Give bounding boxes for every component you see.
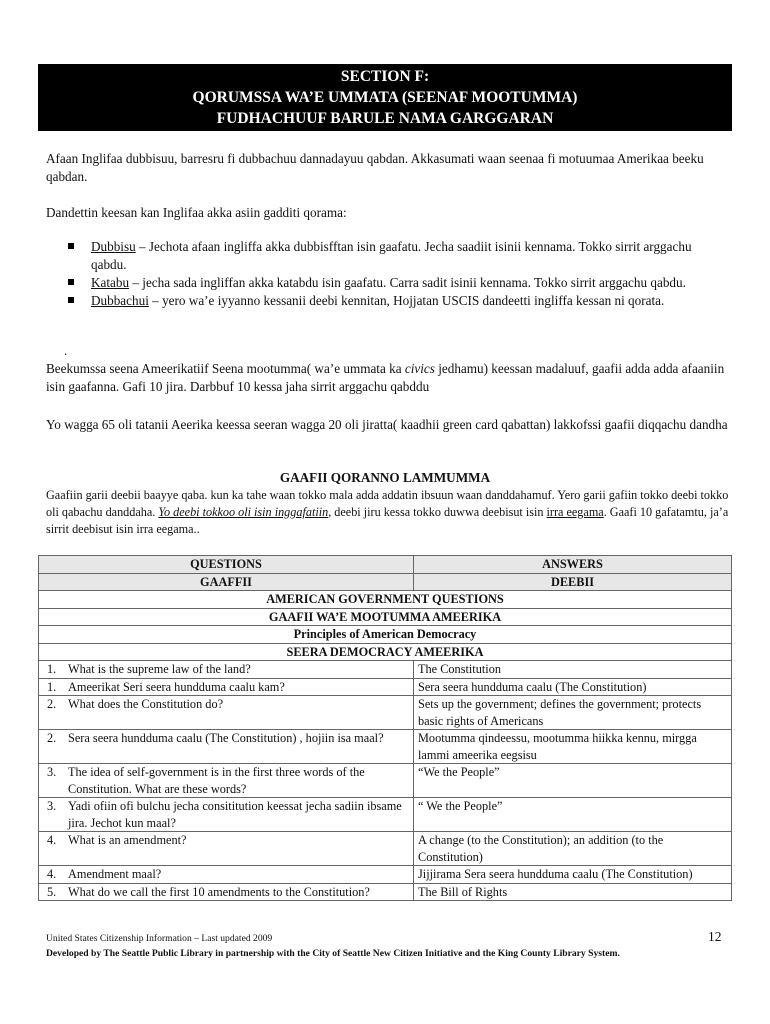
answer-cell: Sets up the government; defines the government; protects basic rights of Americans: [414, 696, 732, 730]
table-row: [39, 832, 732, 866]
civics-text-after: jedhamu) keessan madaluuf, gaafii adda adda afaaniin isin gaafanna. Gafi 10 jira. Darbbuf 10 kessa jaha sirrit arggachu qabddu: [46, 361, 725, 394]
question-text: Yadi ofiin ofi bulchu jecha consititution keessat jecha sadiin ibsame jira. Jechot kun maal?: [68, 799, 402, 830]
footer-credit: Developed by The Seattle Public Library in partnership with the City of Seattle New Citizen Initiative and the King County Library System.: [46, 948, 620, 959]
table-header-row: [39, 556, 732, 574]
bullet-square-icon: [68, 243, 74, 249]
question-text: What do we call the first 10 amendments to the Constitution?: [68, 884, 370, 899]
question-text: The idea of self-government is in the first three words of the Constitution. What are these words?: [68, 765, 365, 796]
question-text: What does the Constitution do?: [68, 697, 224, 711]
table-row: [39, 730, 732, 764]
questions-answers-table: [38, 555, 732, 901]
table-row: [39, 678, 732, 696]
section-title-line2: QORUMSSA WA’E UMMATA (SEENAF MOOTUMMA): [192, 89, 578, 106]
qa-rows: [39, 661, 732, 901]
section-title-oromo: GAAFII WA’E MOOTUMMA AMEERIKA: [39, 608, 732, 626]
question-text: Sera seera hundduma caalu (The Constitution) , hojiin isa maal?: [68, 731, 384, 745]
question-number: 4.: [47, 867, 57, 881]
bullet-square-icon: [68, 297, 74, 303]
answer-cell: Sera seera hundduma caalu (The Constitution): [414, 678, 732, 696]
table-row: [39, 866, 732, 884]
question-content: [43, 832, 409, 849]
question-text: What is an amendment?: [68, 833, 187, 847]
header-answers: ANSWERS: [414, 556, 732, 574]
skills-intro-paragraph: Dandettin keesan kan Inglifaa akka asiin gadditi qorama:: [46, 205, 347, 220]
bullet-term: Dubbachui: [91, 293, 149, 308]
header-questions: QUESTIONS: [39, 556, 414, 574]
question-cell: [39, 764, 414, 798]
table-row: [39, 798, 732, 832]
table-header-row: [39, 573, 732, 591]
table-row: [39, 764, 732, 798]
section-title-line1: SECTION F:: [340, 68, 430, 85]
question-text: What is the supreme law of the land?: [68, 662, 251, 676]
age-note-paragraph: Yo wagga 65 oli tatanii Aeerika keessa seeran wagga 20 oli jiratta( kaadhii green card qabattan) lakkofssi gaafii diqqachu dandha: [46, 417, 728, 432]
civics-paragraph: [46, 360, 730, 396]
footer-updated: United States Citizenship Information – Last updated 2009: [46, 933, 273, 944]
bullet-text: – jecha sada ingliffan akka katabdu isin gaafatu. Carra sadit isinii kennama. Tokko sirrit arggachu qabdu.: [129, 275, 686, 290]
answer-cell: A change (to the Constitution); an addition (to the Constitution): [414, 832, 732, 866]
subsection-row: [39, 626, 732, 644]
bullet-term: Katabu: [91, 275, 130, 290]
question-number: 1.: [47, 662, 57, 676]
subsection-title-english: Principles of American Democracy: [39, 626, 732, 644]
section-title-english: AMERICAN GOVERNMENT QUESTIONS: [39, 591, 732, 609]
intro-paragraph: Afaan Inglifaa dubbisuu, barresru fi dubbachuu dannadayuu qabdan. Akkasumati waan seenaa fi motuumaa Amerikaa beeku qabdan.: [46, 151, 704, 184]
answer-cell: The Constitution: [414, 661, 732, 679]
bullet-text: – yero wa’e iyyanno kessanii deebi kennitan, Hojjatan USCIS dandeetti ingliffa kessan ni qorata.: [148, 293, 665, 308]
section-header-banner: [38, 64, 732, 131]
question-content: [43, 696, 409, 713]
gaafii-text-middle: , deebi jiru kessa tokko duwwa deebisut isin: [328, 505, 547, 519]
stray-dot: .: [64, 343, 68, 358]
question-number: 2.: [47, 697, 57, 711]
answer-cell: The Bill of Rights: [414, 883, 732, 901]
gaafii-heading: GAAFII QORANNO LAMMUMMA: [279, 470, 491, 485]
gaafii-text-before: Gaafiin garii deebii baayye qaba. kun ka tahe waan tokko mala adda addatin ibsuun waan danddahamuf. Yero garii gafiin tokko deebi tokko oli qabachu danddaha.: [46, 488, 729, 519]
question-cell: [39, 696, 414, 730]
gaafii-underline: irra eegama: [546, 505, 604, 519]
question-number: 2.: [47, 731, 57, 745]
question-content: [43, 730, 409, 747]
bullet-item-writing: [46, 274, 730, 292]
answer-cell: Mootumma qindeessu, mootumma hiikka kennu, mirgga lammi ameerika eegsisu: [414, 730, 732, 764]
question-text: Amendment maal?: [68, 867, 162, 881]
answer-cell: “We the People”: [414, 764, 732, 798]
question-cell: [39, 798, 414, 832]
question-content: [43, 764, 409, 797]
question-cell: [39, 661, 414, 679]
question-text: Ameerikat Seri seera hundduma caalu kam?: [68, 679, 285, 694]
question-content: [43, 798, 409, 831]
question-number: 3.: [47, 799, 57, 813]
header-gaaffii: GAAFFII: [39, 573, 414, 591]
bullet-square-icon: [68, 279, 74, 285]
table-row: [39, 661, 732, 679]
answer-cell: Jijjirama Sera seera hundduma caalu (The Constitution): [414, 866, 732, 884]
section-title-line3: FUDHACHUUF BARULE NAMA GARGGARAN: [216, 110, 554, 127]
question-content: [43, 679, 409, 696]
gaafii-paragraph: [46, 487, 730, 538]
question-cell: [39, 883, 414, 901]
section-row: [39, 591, 732, 609]
page-number: 12: [708, 929, 722, 944]
table-row: [39, 883, 732, 901]
answer-cell: “ We the People”: [414, 798, 732, 832]
bullet-item-speaking: [46, 292, 730, 310]
question-cell: [39, 730, 414, 764]
gaafii-italic-underline: Yo deebi tokkoo oli isin inggafatiin: [158, 505, 329, 519]
bullet-item-reading: [46, 238, 730, 274]
question-number: 5.: [47, 884, 57, 899]
question-cell: [39, 678, 414, 696]
question-number: 4.: [47, 833, 57, 847]
question-cell: [39, 866, 414, 884]
skills-bullet-list: [46, 238, 730, 310]
question-number: 1.: [47, 679, 57, 694]
question-number: 3.: [47, 765, 57, 779]
civics-text-before: Beekumssa seena Ameerikatiif Seena mootumma( wa’e ummata ka: [46, 361, 405, 376]
header-deebii: DEEBII: [414, 573, 732, 591]
bullet-text: – Jechota afaan ingliffa akka dubbisfftan isin gaafatu. Jecha saadiit isinii kennama. Tokko sirrit arggachu qabdu.: [91, 239, 692, 272]
question-cell: [39, 832, 414, 866]
subsection-row: [39, 643, 732, 661]
civics-italic-term: civics: [404, 361, 435, 376]
table-row: [39, 696, 732, 730]
question-content: [43, 661, 409, 678]
gaafii-text-after: . Gaafi 10 gafatamtu, ja’a sirrit deebisut isin irra eegama..: [46, 505, 729, 536]
bullet-term: Dubbisu: [91, 239, 136, 254]
subsection-title-oromo: SEERA DEMOCRACY AMEERIKA: [39, 643, 732, 661]
question-content: [43, 884, 409, 901]
section-row: [39, 608, 732, 626]
question-content: [43, 866, 409, 883]
